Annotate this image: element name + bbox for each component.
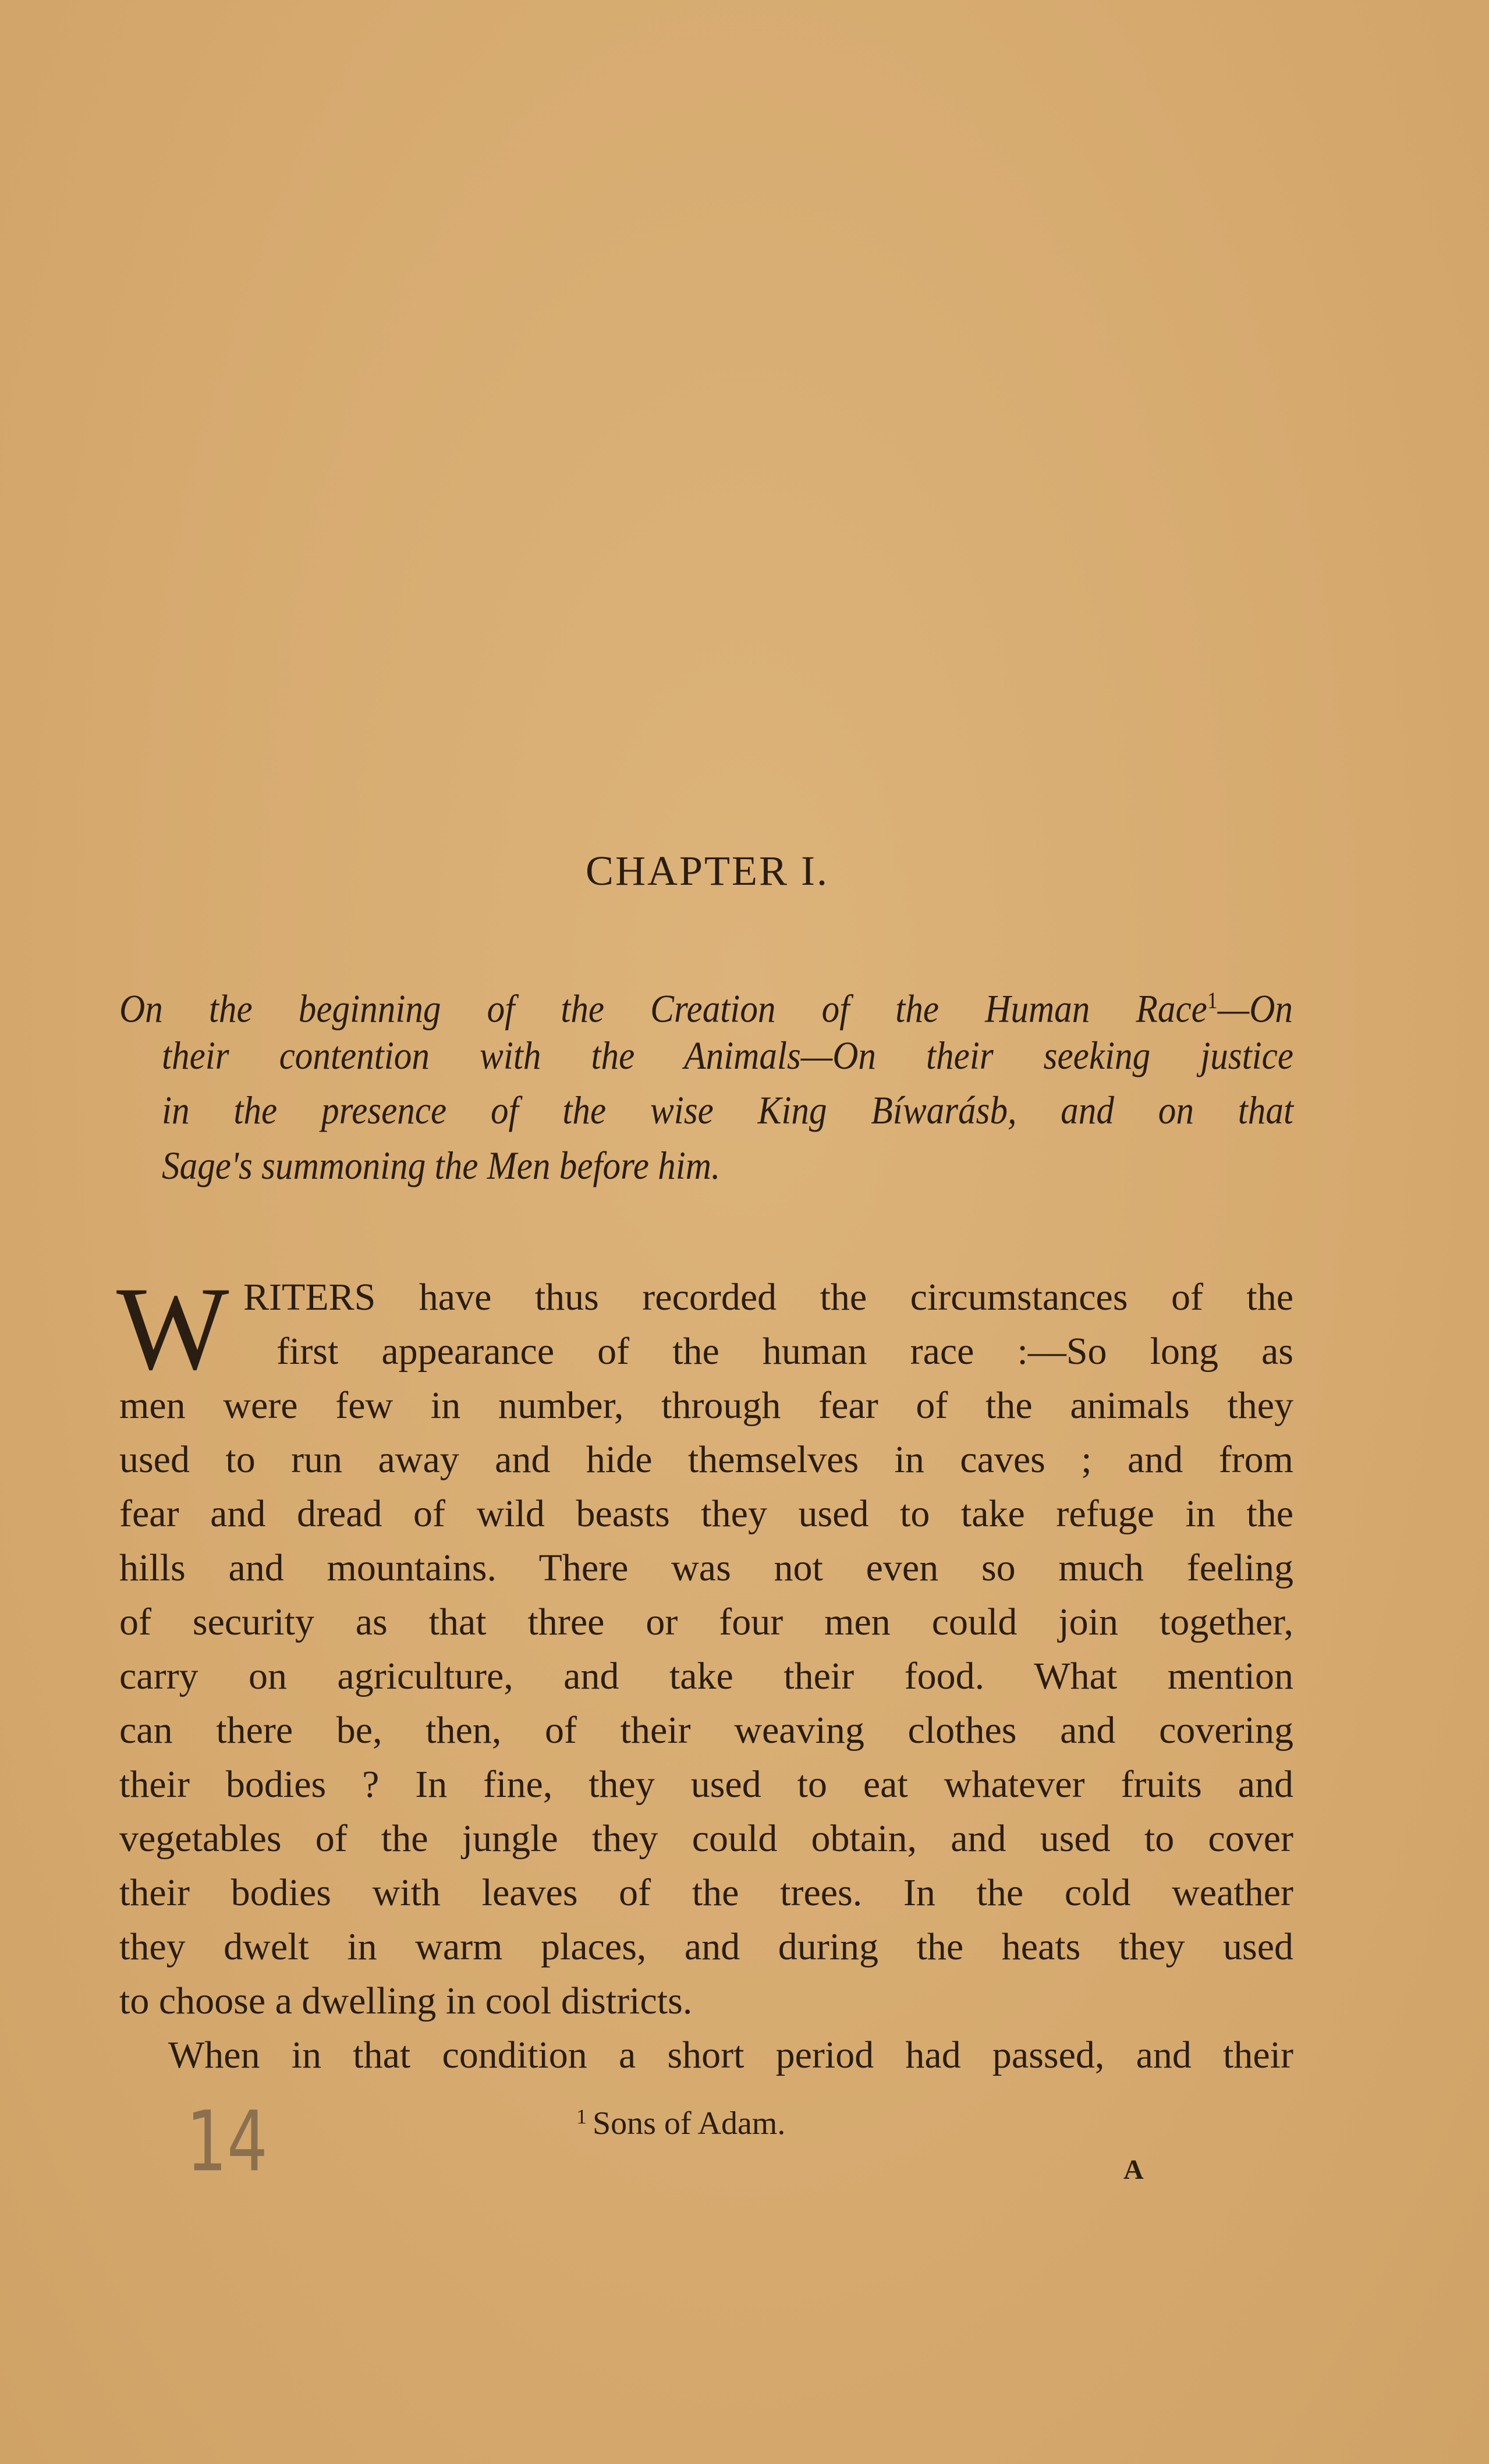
body-line: their bodies ? In fine, they used to eat whatever fruits and: [119, 1763, 1293, 1806]
body-line: When in that condition a short period had passed, and their: [168, 2034, 1293, 2076]
drop-cap: W: [116, 1263, 229, 1395]
chapter-summary-line-3: in the presence of the wise King Bíwarásb, and on that: [162, 1088, 1293, 1132]
body-line: first appearance of the human race :—So long as: [276, 1330, 1293, 1373]
body-line: used to run away and hide themselves in caves ; and from: [119, 1438, 1293, 1481]
chapter-summary-line-4: Sage's summoning the Men before him.: [162, 1143, 721, 1187]
body-line: fear and dread of wild beasts they used to take refuge in the: [119, 1492, 1293, 1535]
chapter-summary-line-2: their contention with the Animals—On their seeking justice: [162, 1033, 1293, 1077]
body-line: their bodies with leaves of the trees. In the cold weather: [119, 1871, 1293, 1914]
body-line: of security as that three or four men could join together,: [119, 1601, 1293, 1643]
summary-text: —On: [1217, 986, 1293, 1031]
body-line: hills and mountains. There was not even so much feeling: [119, 1547, 1293, 1589]
summary-text: On the beginning of the Creation of the Human Race: [119, 986, 1207, 1031]
body-line: men were few in number, through fear of the animals they: [119, 1384, 1293, 1427]
chapter-title: CHAPTER I.: [585, 848, 829, 894]
body-line: carry on agriculture, and take their food. What mention: [119, 1655, 1293, 1697]
body-line: RITERS have thus recorded the circumstances of the: [243, 1276, 1293, 1318]
handwritten-mark: 14: [186, 2093, 268, 2190]
chapter-summary-line-1: [119, 974, 1293, 1031]
body-line: can there be, then, of their weaving clothes and covering: [119, 1709, 1293, 1752]
body-line: they dwelt in warm places, and during the heats they used: [119, 1926, 1293, 1968]
footnote-mark: 1: [576, 2105, 587, 2128]
signature-mark: A: [1123, 2154, 1144, 2185]
body-line: to choose a dwelling in cool districts.: [119, 1980, 693, 2022]
footnote: [576, 2104, 785, 2142]
footnote-ref: 1: [1207, 987, 1218, 1013]
footnote-text: Sons of Adam.: [593, 2105, 786, 2142]
body-line: vegetables of the jungle they could obtain, and used to cover: [119, 1817, 1293, 1860]
